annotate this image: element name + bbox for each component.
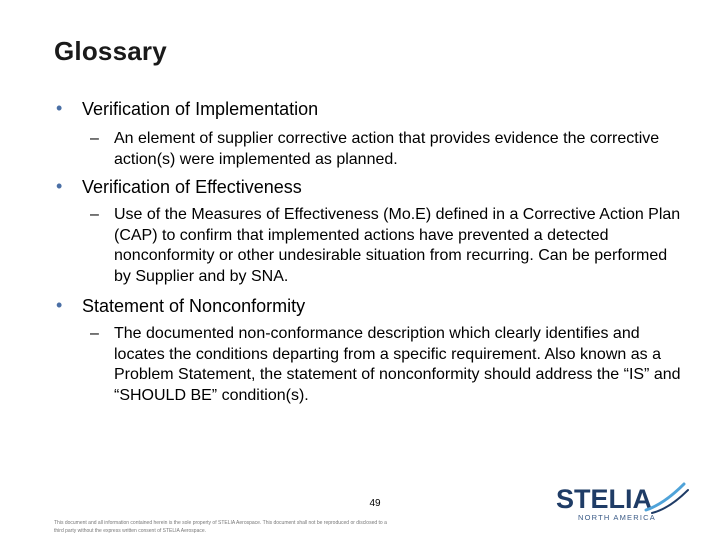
page-number: 49 — [369, 498, 381, 509]
bullet-icon: • — [56, 295, 63, 315]
bullet-label: Verification of Effectiveness — [82, 177, 302, 197]
bullet-icon: • — [56, 98, 63, 118]
stelia-logo — [556, 480, 690, 524]
logo-wordmark: STELIA — [556, 484, 653, 514]
logo-swoosh-icon — [644, 480, 690, 514]
logo-subtitle: NORTH AMERICA — [578, 513, 656, 522]
sub-bullet-text: The documented non-conformance description which clearly identifies and locates the conditions departing from a specific requirement. Also known as a Problem Statement, the statement of nonconformity should address the “IS” and “SHOULD BE” condition(s). — [114, 325, 681, 404]
slide-title: Glossary — [54, 36, 167, 66]
sub-bullet-text: An element of supplier corrective action that provides evidence the corrective action(s) were implemented as planned. — [114, 130, 660, 168]
bullet-label: Statement of Nonconformity — [82, 296, 306, 316]
footer-disclaimer: This document and all information contained herein is the sole property of STELIA Aerospace. This document shall not be reproduced or disclosed to a third party without the express written consent of STELIA Aerospace. — [54, 520, 387, 534]
dash-icon: – — [90, 325, 99, 342]
bullet-label: Verification of Implementation — [82, 99, 319, 119]
bullet-icon: • — [56, 176, 63, 196]
sub-bullet-text: Use of the Measures of Effectiveness (Mo.E) defined in a Corrective Action Plan (CAP) to confirm that implemented actions have prevented a detected nonconformity or other undesirable situation from recurring. Can be performed by Supplier and by SNA. — [114, 206, 681, 285]
dash-icon: – — [90, 206, 99, 223]
dash-icon: – — [90, 130, 99, 147]
